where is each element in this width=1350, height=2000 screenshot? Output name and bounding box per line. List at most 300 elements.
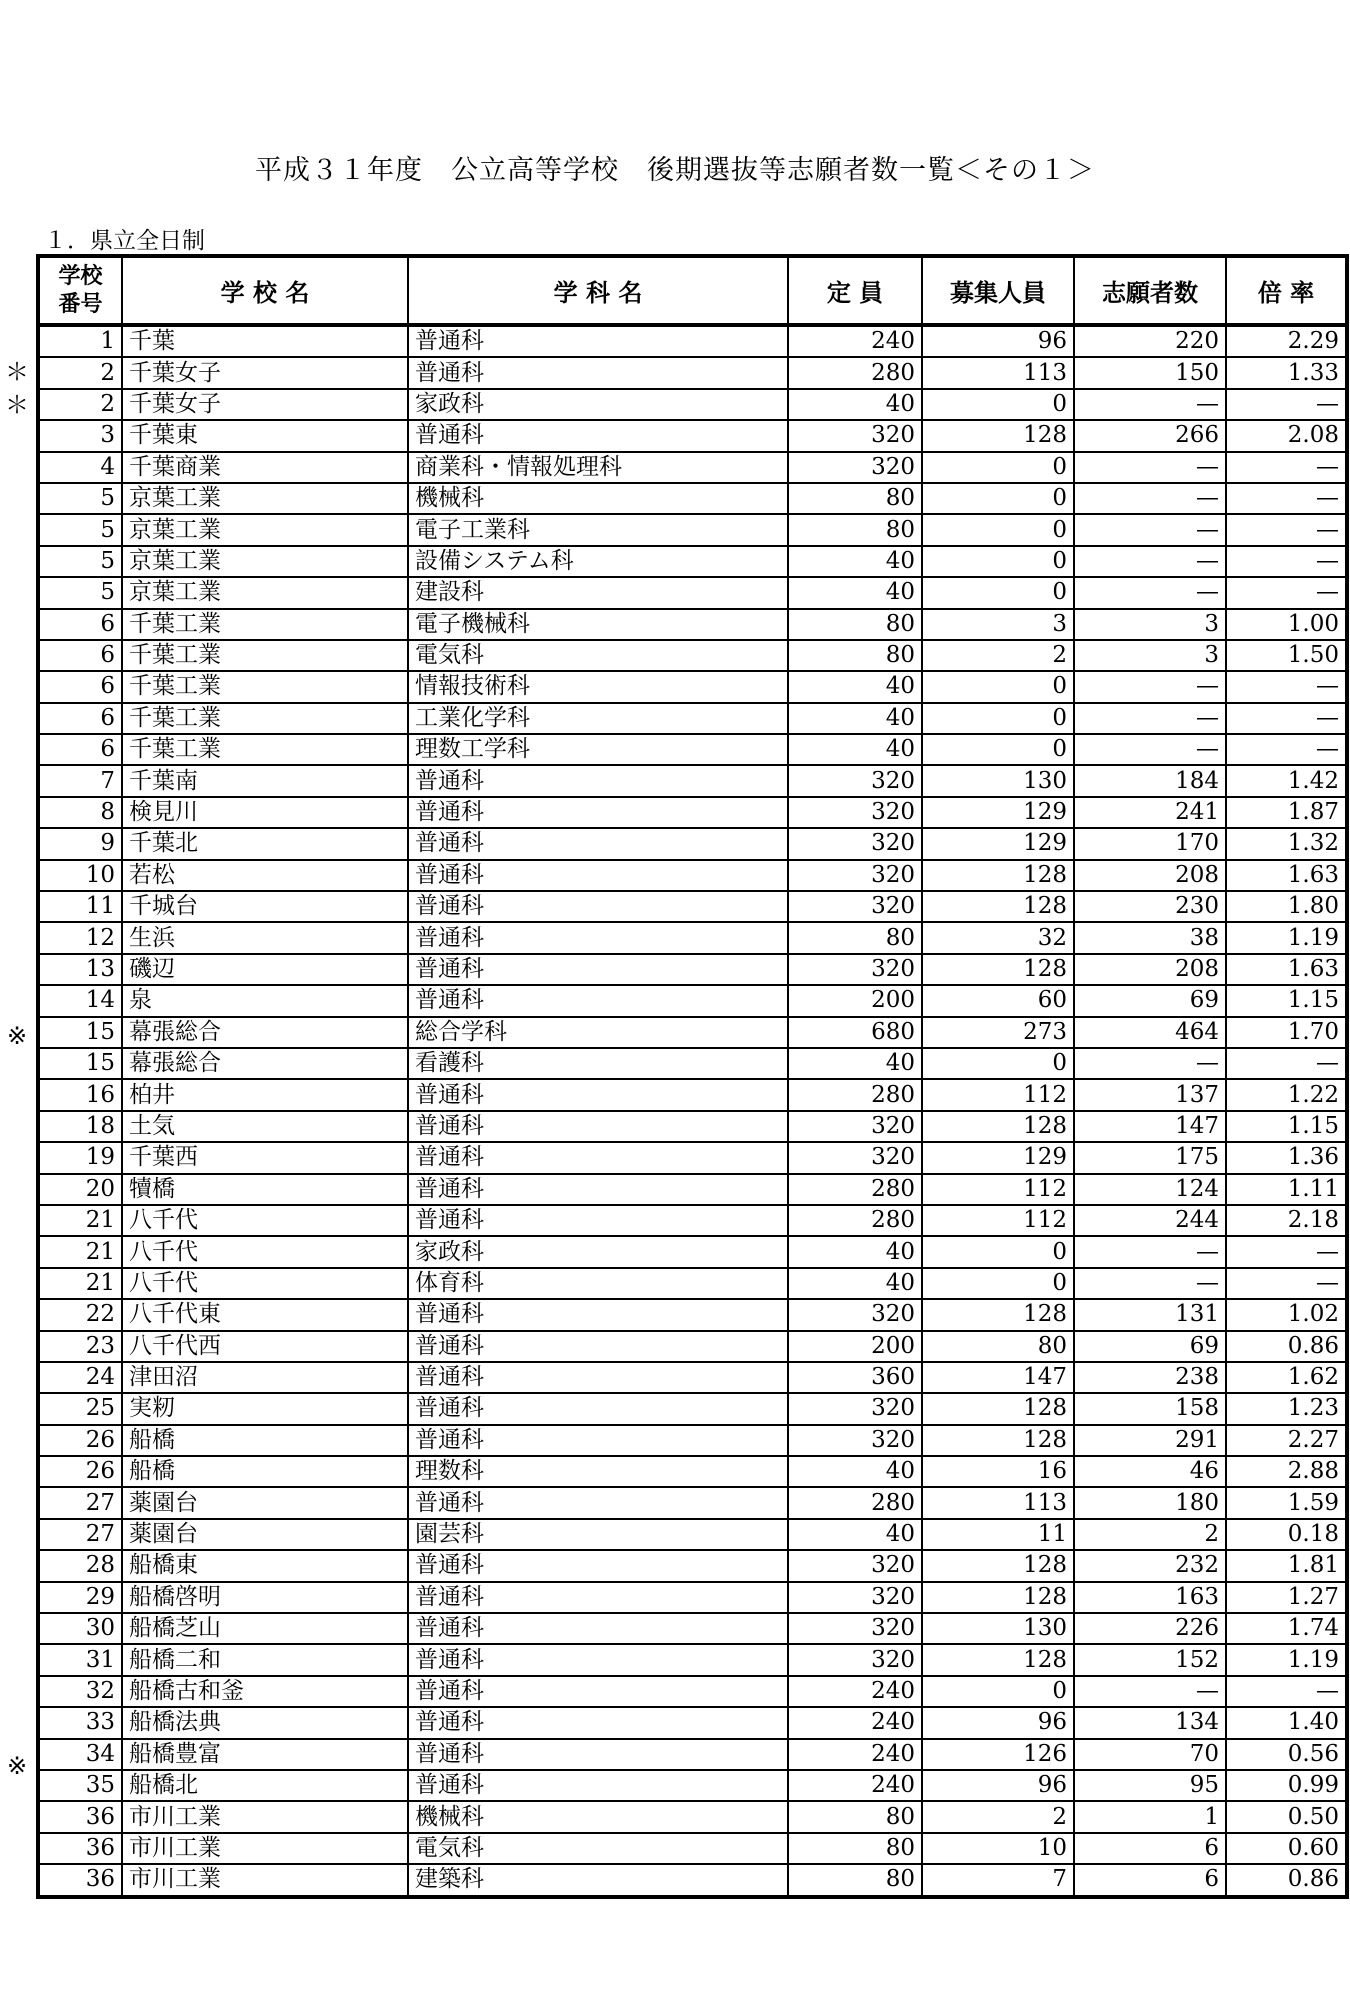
- table-row: [38, 1268, 1347, 1299]
- cell-ratio: 1.19: [1226, 1644, 1347, 1675]
- cell-recruit: 128: [922, 1393, 1074, 1424]
- row-mark: ＊: [5, 358, 29, 387]
- table-row: [38, 609, 1347, 640]
- cell-course-name: 建設科: [408, 577, 788, 608]
- table-row: [38, 797, 1347, 828]
- cell-ratio: 1.42: [1226, 765, 1347, 796]
- cell-applicants: 124: [1074, 1174, 1226, 1205]
- cell-recruit: 112: [922, 1205, 1074, 1236]
- cell-school-name: 千葉: [122, 325, 408, 357]
- cell-school-number: 5: [38, 577, 122, 608]
- cell-ratio: 0.60: [1226, 1833, 1347, 1864]
- row-mark: [0, 854, 34, 887]
- cell-capacity: 360: [788, 1362, 922, 1393]
- cell-school-name: 八千代東: [122, 1299, 408, 1330]
- cell-recruit: 96: [922, 325, 1074, 357]
- cell-school-number: 16: [38, 1079, 122, 1110]
- cell-recruit: 16: [922, 1456, 1074, 1487]
- table-row: [38, 765, 1347, 796]
- cell-school-number: 5: [38, 546, 122, 577]
- cell-recruit: 112: [922, 1079, 1074, 1110]
- cell-capacity: 40: [788, 734, 922, 765]
- cell-school-number: 8: [38, 797, 122, 828]
- header-row: [38, 256, 1347, 325]
- cell-recruit: 0: [922, 1236, 1074, 1267]
- cell-recruit: 129: [922, 828, 1074, 859]
- cell-capacity: 40: [788, 389, 922, 420]
- cell-recruit: 112: [922, 1174, 1074, 1205]
- cell-ratio: 1.22: [1226, 1079, 1347, 1110]
- cell-ratio: 1.00: [1226, 609, 1347, 640]
- cell-school-number: 5: [38, 483, 122, 514]
- cell-capacity: 280: [788, 1205, 922, 1236]
- cell-course-name: 理数工学科: [408, 734, 788, 765]
- cell-course-name: 普通科: [408, 765, 788, 796]
- cell-school-name: 千葉商業: [122, 452, 408, 483]
- cell-applicants: —: [1074, 1268, 1226, 1299]
- cell-course-name: 普通科: [408, 891, 788, 922]
- cell-ratio: 1.63: [1226, 860, 1347, 891]
- cell-school-number: 26: [38, 1425, 122, 1456]
- cell-school-name: 船橋啓明: [122, 1582, 408, 1613]
- row-mark: [0, 1451, 34, 1484]
- header-school-name: 学 校 名: [122, 256, 408, 325]
- cell-ratio: —: [1226, 1236, 1347, 1267]
- cell-school-number: 21: [38, 1205, 122, 1236]
- cell-ratio: —: [1226, 1048, 1347, 1079]
- row-mark: [0, 655, 34, 688]
- cell-school-name: 八千代: [122, 1268, 408, 1299]
- cell-course-name: 機械科: [408, 483, 788, 514]
- cell-ratio: 0.50: [1226, 1801, 1347, 1832]
- cell-course-name: 体育科: [408, 1268, 788, 1299]
- cell-school-name: 津田沼: [122, 1362, 408, 1393]
- cell-school-name: 八千代: [122, 1205, 408, 1236]
- row-mark: ※: [6, 1021, 28, 1050]
- cell-course-name: 園芸科: [408, 1519, 788, 1550]
- cell-applicants: 131: [1074, 1299, 1226, 1330]
- cell-course-name: 建築科: [408, 1864, 788, 1896]
- table-row: [38, 671, 1347, 702]
- cell-capacity: 240: [788, 1707, 922, 1738]
- cell-applicants: —: [1074, 546, 1226, 577]
- cell-applicants: 69: [1074, 1331, 1226, 1362]
- cell-capacity: 80: [788, 514, 922, 545]
- row-mark: [0, 754, 34, 787]
- row-mark: [0, 688, 34, 721]
- table-row: [38, 1174, 1347, 1205]
- cell-course-name: 機械科: [408, 1801, 788, 1832]
- cell-school-name: 幕張総合: [122, 1048, 408, 1079]
- cell-recruit: 0: [922, 734, 1074, 765]
- cell-school-name: 千葉工業: [122, 703, 408, 734]
- cell-applicants: —: [1074, 1048, 1226, 1079]
- cell-ratio: —: [1226, 483, 1347, 514]
- cell-school-number: 28: [38, 1550, 122, 1581]
- cell-school-number: 9: [38, 828, 122, 859]
- cell-school-number: 6: [38, 609, 122, 640]
- cell-course-name: 電気科: [408, 640, 788, 671]
- header-school-number: [38, 256, 122, 325]
- cell-capacity: 320: [788, 1550, 922, 1581]
- cell-applicants: —: [1074, 1676, 1226, 1707]
- cell-recruit: 128: [922, 1111, 1074, 1142]
- cell-course-name: 普通科: [408, 1770, 788, 1801]
- cell-applicants: —: [1074, 452, 1226, 483]
- cell-school-name: 船橋芝山: [122, 1613, 408, 1644]
- cell-capacity: 40: [788, 703, 922, 734]
- table-row: [38, 922, 1347, 953]
- cell-school-number: 18: [38, 1111, 122, 1142]
- cell-applicants: 2: [1074, 1519, 1226, 1550]
- row-mark: [0, 1651, 34, 1684]
- cell-school-number: 34: [38, 1739, 122, 1770]
- cell-capacity: 80: [788, 1801, 922, 1832]
- cell-school-name: 船橋東: [122, 1550, 408, 1581]
- row-mark: [0, 1086, 34, 1119]
- cell-applicants: 184: [1074, 765, 1226, 796]
- cell-school-number: 6: [38, 734, 122, 765]
- cell-ratio: —: [1226, 577, 1347, 608]
- cell-school-name: 京葉工業: [122, 483, 408, 514]
- cell-ratio: 1.63: [1226, 954, 1347, 985]
- row-mark: [0, 721, 34, 754]
- cell-applicants: 46: [1074, 1456, 1226, 1487]
- cell-recruit: 128: [922, 1299, 1074, 1330]
- cell-recruit: 130: [922, 1613, 1074, 1644]
- cell-ratio: 1.59: [1226, 1487, 1347, 1518]
- cell-ratio: —: [1226, 546, 1347, 577]
- row-mark: [0, 1518, 34, 1551]
- row-mark: [0, 1916, 34, 1949]
- cell-ratio: 1.11: [1226, 1174, 1347, 1205]
- cell-capacity: 320: [788, 797, 922, 828]
- cell-recruit: 0: [922, 1676, 1074, 1707]
- cell-recruit: 129: [922, 1142, 1074, 1173]
- table-row: [38, 1833, 1347, 1864]
- cell-recruit: 128: [922, 1582, 1074, 1613]
- table-row: [38, 1707, 1347, 1738]
- cell-school-name: 磯辺: [122, 954, 408, 985]
- cell-school-number: 27: [38, 1519, 122, 1550]
- table-row: [38, 1205, 1347, 1236]
- cell-school-name: 千葉工業: [122, 671, 408, 702]
- cell-capacity: 80: [788, 483, 922, 514]
- cell-ratio: 1.32: [1226, 828, 1347, 859]
- table-row: [38, 514, 1347, 545]
- cell-school-number: 22: [38, 1299, 122, 1330]
- cell-recruit: 128: [922, 954, 1074, 985]
- cell-school-number: 21: [38, 1236, 122, 1267]
- cell-course-name: 普通科: [408, 1707, 788, 1738]
- cell-recruit: 126: [922, 1739, 1074, 1770]
- applicants-table: [36, 254, 1349, 1899]
- table-row: [38, 420, 1347, 451]
- row-mark: [0, 323, 34, 356]
- cell-capacity: 240: [788, 1676, 922, 1707]
- table-row: [38, 891, 1347, 922]
- table-row: [38, 1393, 1347, 1424]
- cell-applicants: 464: [1074, 1017, 1226, 1048]
- row-mark: [0, 1319, 34, 1352]
- cell-applicants: 170: [1074, 828, 1226, 859]
- cell-school-name: 船橋: [122, 1456, 408, 1487]
- cell-course-name: 電子工業科: [408, 514, 788, 545]
- cell-course-name: 普通科: [408, 1142, 788, 1173]
- cell-applicants: 226: [1074, 1613, 1226, 1644]
- cell-school-name: 千葉南: [122, 765, 408, 796]
- cell-recruit: 10: [922, 1833, 1074, 1864]
- row-mark: [0, 1153, 34, 1186]
- row-mark: [0, 887, 34, 920]
- cell-course-name: 普通科: [408, 1111, 788, 1142]
- cell-school-number: 33: [38, 1707, 122, 1738]
- row-mark: ＊: [5, 391, 29, 420]
- table-row: [38, 860, 1347, 891]
- cell-applicants: 208: [1074, 954, 1226, 985]
- table-row: [38, 1676, 1347, 1707]
- cell-capacity: 320: [788, 954, 922, 985]
- table-row: [38, 1079, 1347, 1110]
- cell-course-name: 普通科: [408, 1582, 788, 1613]
- cell-applicants: 147: [1074, 1111, 1226, 1142]
- cell-school-number: 36: [38, 1801, 122, 1832]
- cell-ratio: 1.70: [1226, 1017, 1347, 1048]
- cell-applicants: 238: [1074, 1362, 1226, 1393]
- cell-school-name: 生浜: [122, 922, 408, 953]
- cell-course-name: 普通科: [408, 1393, 788, 1424]
- table-row: [38, 1864, 1347, 1896]
- cell-course-name: 普通科: [408, 985, 788, 1016]
- cell-ratio: 2.08: [1226, 420, 1347, 451]
- cell-school-name: 泉: [122, 985, 408, 1016]
- row-mark: [0, 1186, 34, 1219]
- cell-applicants: 220: [1074, 325, 1226, 357]
- cell-course-name: 普通科: [408, 1739, 788, 1770]
- cell-ratio: —: [1226, 1268, 1347, 1299]
- cell-recruit: 60: [922, 985, 1074, 1016]
- cell-recruit: 0: [922, 1268, 1074, 1299]
- cell-course-name: 普通科: [408, 828, 788, 859]
- cell-course-name: 普通科: [408, 1425, 788, 1456]
- cell-capacity: 320: [788, 1644, 922, 1675]
- cell-capacity: 320: [788, 1425, 922, 1456]
- cell-school-number: 26: [38, 1456, 122, 1487]
- cell-capacity: 40: [788, 1236, 922, 1267]
- cell-ratio: —: [1226, 1676, 1347, 1707]
- table-row: [38, 1550, 1347, 1581]
- cell-school-name: 船橋古和釜: [122, 1676, 408, 1707]
- cell-ratio: —: [1226, 389, 1347, 420]
- cell-recruit: 0: [922, 1048, 1074, 1079]
- cell-ratio: 1.50: [1226, 640, 1347, 671]
- table-row: [38, 954, 1347, 985]
- cell-capacity: 200: [788, 985, 922, 1016]
- cell-ratio: 1.33: [1226, 357, 1347, 388]
- cell-capacity: 80: [788, 640, 922, 671]
- cell-school-number: 14: [38, 985, 122, 1016]
- cell-course-name: 普通科: [408, 1676, 788, 1707]
- row-mark: [0, 456, 34, 489]
- cell-ratio: 0.86: [1226, 1864, 1347, 1896]
- cell-ratio: 2.27: [1226, 1425, 1347, 1456]
- cell-school-number: 2: [38, 357, 122, 388]
- table-row: [38, 1644, 1347, 1675]
- cell-ratio: 1.36: [1226, 1142, 1347, 1173]
- table-row: [38, 985, 1347, 1016]
- cell-capacity: 40: [788, 577, 922, 608]
- cell-ratio: 0.99: [1226, 1770, 1347, 1801]
- row-mark: [0, 1385, 34, 1418]
- cell-recruit: 147: [922, 1362, 1074, 1393]
- row-mark: [0, 1584, 34, 1617]
- cell-school-name: 若松: [122, 860, 408, 891]
- cell-applicants: 95: [1074, 1770, 1226, 1801]
- cell-school-number: 12: [38, 922, 122, 953]
- row-mark: [0, 1418, 34, 1451]
- cell-school-name: 薬園台: [122, 1519, 408, 1550]
- cell-school-name: 八千代西: [122, 1331, 408, 1362]
- cell-school-number: 1: [38, 325, 122, 357]
- cell-recruit: 2: [922, 1801, 1074, 1832]
- cell-ratio: 1.02: [1226, 1299, 1347, 1330]
- cell-applicants: —: [1074, 389, 1226, 420]
- cell-school-number: 6: [38, 640, 122, 671]
- cell-school-number: 25: [38, 1393, 122, 1424]
- row-mark: [0, 954, 34, 987]
- cell-recruit: 0: [922, 577, 1074, 608]
- header-no-line1: 学校: [58, 263, 103, 289]
- cell-applicants: —: [1074, 483, 1226, 514]
- header-applicants: 志願者数: [1074, 256, 1226, 325]
- cell-ratio: 1.87: [1226, 797, 1347, 828]
- table-row: [38, 1425, 1347, 1456]
- row-mark: [0, 1949, 34, 1982]
- cell-ratio: —: [1226, 514, 1347, 545]
- cell-course-name: 普通科: [408, 325, 788, 357]
- cell-ratio: 0.86: [1226, 1331, 1347, 1362]
- cell-course-name: 商業科・情報処理科: [408, 452, 788, 483]
- cell-course-name: 普通科: [408, 1644, 788, 1675]
- cell-school-number: 19: [38, 1142, 122, 1173]
- cell-course-name: 普通科: [408, 1174, 788, 1205]
- section-heading: １．県立全日制: [44, 228, 205, 254]
- cell-school-number: 31: [38, 1644, 122, 1675]
- cell-capacity: 40: [788, 1456, 922, 1487]
- cell-recruit: 7: [922, 1864, 1074, 1896]
- cell-school-name: 市川工業: [122, 1864, 408, 1896]
- cell-ratio: —: [1226, 452, 1347, 483]
- table-row: [38, 1487, 1347, 1518]
- cell-recruit: 273: [922, 1017, 1074, 1048]
- table-row: [38, 357, 1347, 388]
- table-row: [38, 1236, 1347, 1267]
- cell-school-name: 千葉女子: [122, 357, 408, 388]
- cell-applicants: 137: [1074, 1079, 1226, 1110]
- cell-ratio: 1.62: [1226, 1362, 1347, 1393]
- cell-school-name: 船橋法典: [122, 1707, 408, 1738]
- cell-capacity: 40: [788, 546, 922, 577]
- cell-course-name: 普通科: [408, 1362, 788, 1393]
- cell-ratio: 1.19: [1226, 922, 1347, 953]
- row-mark: [0, 522, 34, 555]
- cell-applicants: 6: [1074, 1833, 1226, 1864]
- cell-school-name: 実籾: [122, 1393, 408, 1424]
- table-row: [38, 1362, 1347, 1393]
- row-mark: ※: [6, 1752, 28, 1781]
- row-mark: [0, 987, 34, 1020]
- cell-school-number: 35: [38, 1770, 122, 1801]
- row-marks: [0, 323, 34, 1982]
- cell-school-number: 7: [38, 765, 122, 796]
- cell-course-name: 普通科: [408, 922, 788, 953]
- cell-recruit: 32: [922, 922, 1074, 953]
- cell-school-name: 京葉工業: [122, 546, 408, 577]
- cell-school-number: 13: [38, 954, 122, 985]
- cell-school-number: 21: [38, 1268, 122, 1299]
- cell-school-name: 船橋北: [122, 1770, 408, 1801]
- table-row: [38, 389, 1347, 420]
- cell-school-number: 15: [38, 1048, 122, 1079]
- cell-ratio: 1.27: [1226, 1582, 1347, 1613]
- cell-capacity: 280: [788, 1174, 922, 1205]
- row-mark: [0, 1684, 34, 1717]
- cell-school-number: 6: [38, 671, 122, 702]
- cell-recruit: 128: [922, 1644, 1074, 1675]
- cell-applicants: —: [1074, 514, 1226, 545]
- cell-recruit: 130: [922, 765, 1074, 796]
- row-mark: [0, 1485, 34, 1518]
- cell-capacity: 320: [788, 1582, 922, 1613]
- table-row: [38, 483, 1347, 514]
- cell-school-number: 20: [38, 1174, 122, 1205]
- cell-capacity: 320: [788, 765, 922, 796]
- cell-school-number: 36: [38, 1864, 122, 1896]
- cell-course-name: 情報技術科: [408, 671, 788, 702]
- cell-ratio: 2.18: [1226, 1205, 1347, 1236]
- table-row: [38, 1801, 1347, 1832]
- header-course-name: 学 科 名: [408, 256, 788, 325]
- cell-course-name: 普通科: [408, 860, 788, 891]
- cell-course-name: 設備システム科: [408, 546, 788, 577]
- cell-ratio: 0.56: [1226, 1739, 1347, 1770]
- cell-applicants: 241: [1074, 797, 1226, 828]
- cell-applicants: 158: [1074, 1393, 1226, 1424]
- cell-school-name: 市川工業: [122, 1833, 408, 1864]
- cell-applicants: 208: [1074, 860, 1226, 891]
- cell-capacity: 40: [788, 1519, 922, 1550]
- cell-applicants: 244: [1074, 1205, 1226, 1236]
- cell-school-number: 15: [38, 1017, 122, 1048]
- cell-applicants: 6: [1074, 1864, 1226, 1896]
- cell-recruit: 113: [922, 1487, 1074, 1518]
- cell-school-name: 千葉西: [122, 1142, 408, 1173]
- cell-applicants: 266: [1074, 420, 1226, 451]
- cell-school-name: 土気: [122, 1111, 408, 1142]
- cell-capacity: 240: [788, 325, 922, 357]
- cell-capacity: 80: [788, 1833, 922, 1864]
- cell-capacity: 40: [788, 671, 922, 702]
- cell-course-name: 普通科: [408, 1079, 788, 1110]
- cell-school-name: 千葉女子: [122, 389, 408, 420]
- table-row: [38, 1770, 1347, 1801]
- cell-capacity: 320: [788, 1142, 922, 1173]
- cell-applicants: 150: [1074, 357, 1226, 388]
- cell-school-name: 千葉工業: [122, 734, 408, 765]
- cell-recruit: 0: [922, 483, 1074, 514]
- row-mark: [0, 1816, 34, 1849]
- row-mark: [0, 920, 34, 953]
